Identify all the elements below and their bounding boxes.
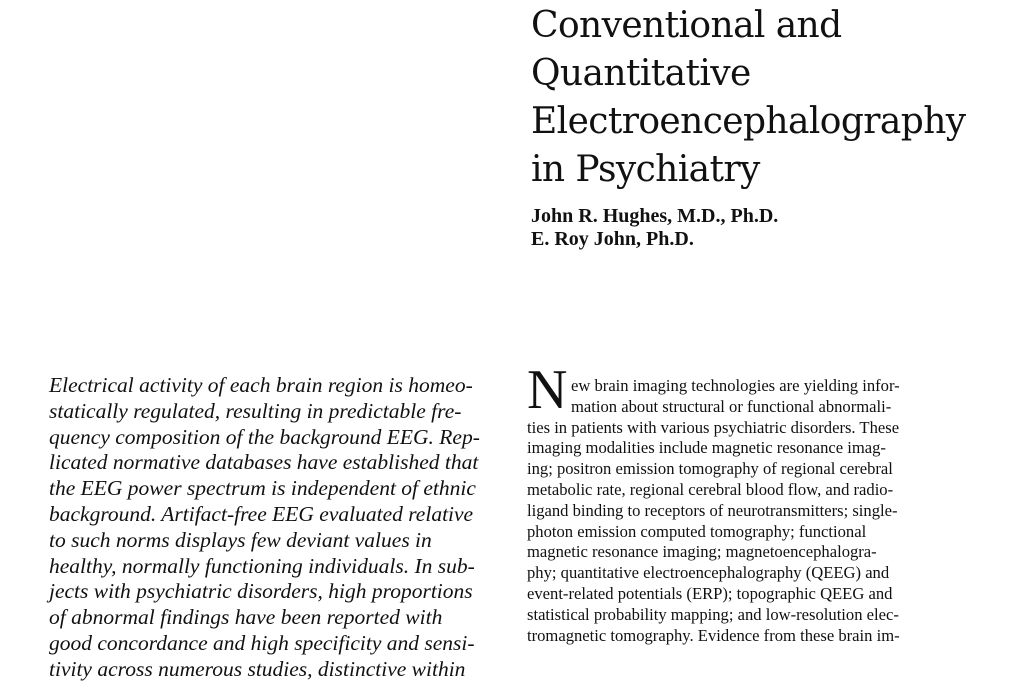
body-line: ties in patients with various psychiatric disorders. These [527,417,900,437]
abstract [49,373,499,683]
abstract-line: tivity across numerous studies, distinctive within [49,656,466,681]
title-line: Conventional and [531,5,842,46]
abstract-line: licated normative databases have established that [49,450,479,475]
body-line: imaging modalities include magnetic resonance imag- [527,438,886,458]
body-line: tromagnetic tomography. Evidence from these brain im- [527,625,900,645]
article-title [531,2,1001,194]
body-line: photon emission computed tomography; functional [527,521,867,541]
body-line: ing; positron emission tomography of regional cerebral [527,459,893,479]
author-name: John R. Hughes, M.D., Ph.D. [531,205,779,227]
title-line: in Psychiatry [531,149,760,190]
body-line: mation about structural or functional abnormali- [571,396,892,416]
abstract-line: statically regulated, resulting in predictable fre- [49,398,462,423]
abstract-line: to such norms displays few deviant values in [49,527,432,552]
author-name: E. Roy John, Ph.D. [531,228,694,250]
body-line: statistical probability mapping; and low-resolution elec- [527,604,899,624]
abstract-line: of abnormal findings have been reported with [49,605,443,630]
body-text [527,376,977,646]
abstract-line: Electrical activity of each brain region is homeo- [49,373,473,397]
abstract-line: quency composition of the background EEG. Rep- [49,424,480,449]
abstract-line: background. Artifact-free EEG evaluated relative [49,501,474,526]
abstract-line: jects with psychiatric disorders, high proportions [49,579,473,604]
title-block [531,2,1001,251]
abstract-line: healthy, normally functioning individuals. In sub- [49,553,475,578]
abstract-line: good concordance and high specificity and sensi- [49,630,475,655]
body-line: magnetic resonance imaging; magnetoencephalogra- [527,542,877,562]
title-line: Electroencephalography [531,101,966,142]
drop-cap: N [527,359,568,421]
author-list [531,205,1001,251]
body-line: ew brain imaging technologies are yielding infor- [571,376,900,395]
title-line: Quantitative [531,53,751,94]
body-line: metabolic rate, regional cerebral blood flow, and radio- [527,479,894,499]
body-line: event-related potentials (ERP); topographic QEEG and [527,583,893,603]
abstract-line: the EEG power spectrum is independent of ethnic [49,476,476,501]
body-line: phy; quantitative electroencephalography (QEEG) and [527,563,890,583]
body-line: ligand binding to receptors of neurotransmitters; single- [527,500,898,520]
